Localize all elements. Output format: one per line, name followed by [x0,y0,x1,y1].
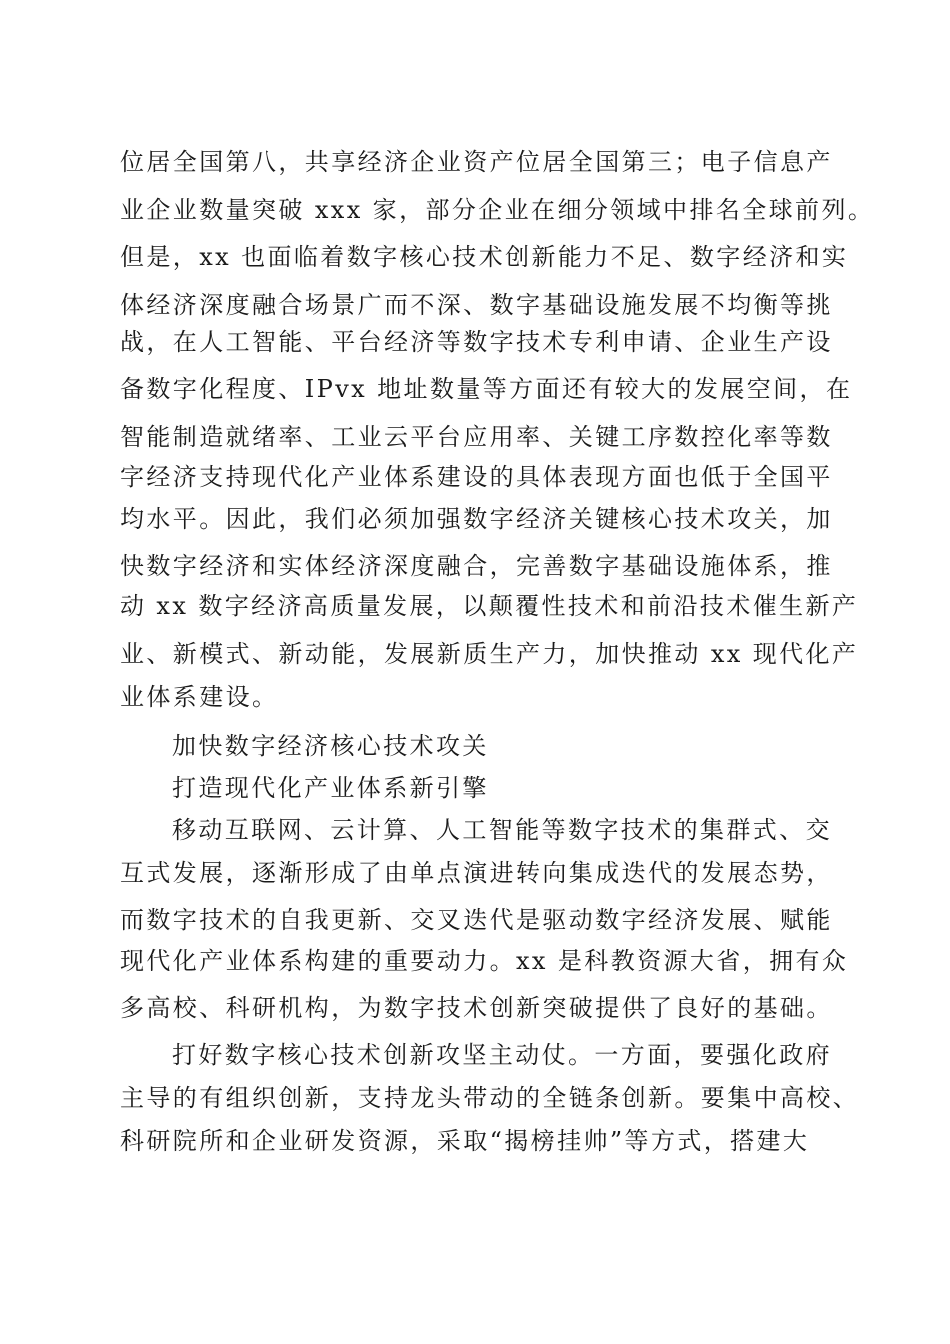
body-text-line: 智能制造就绪率、工业云平台应用率、关键工序数控化率等数 [120,423,833,451]
body-text-line: 备数字化程度、IPvx 地址数量等方面还有较大的发展空间，在 [120,375,853,403]
section-heading-line-2: 打造现代化产业体系新引擎 [172,774,489,802]
body-text-line: 但是，xx 也面临着数字核心技术创新能力不足、数字经济和实 [120,243,849,271]
body-text-line: 移动互联网、云计算、人工智能等数字技术的集群式、交 [172,816,832,844]
body-text-line: 现代化产业体系构建的重要动力。xx 是科教资源大省，拥有众 [120,947,849,975]
body-text-line: 打好数字核心技术创新攻坚主动仗。一方面，要强化政府 [172,1041,832,1069]
section-heading-line-1: 加快数字经济核心技术攻关 [172,732,489,760]
body-text-line: 主导的有组织创新，支持龙头带动的全链条创新。要集中高校、 [120,1084,860,1112]
body-text-line: 科研院所和企业研发资源，采取“揭榜挂帅”等方式，搭建大 [120,1127,810,1155]
body-text-line: 位居全国第八，共享经济企业资产位居全国第三；电子信息产 [120,148,833,176]
body-text-line: 均水平。因此，我们必须加强数字经济关键核心技术攻关，加 [120,505,833,533]
body-text-line: 而数字技术的自我更新、交叉迭代是驱动数字经济发展、赋能 [120,906,833,934]
body-text-line: 战，在人工智能、平台经济等数字技术专利申请、企业生产设 [120,328,833,356]
body-text-line: 业、新模式、新动能，发展新质生产力，加快推动 xx 现代化产 [120,640,859,668]
body-text-line: 业体系建设。 [120,683,279,711]
body-text-line: 业企业数量突破 xxx 家，部分企业在细分领域中排名全球前列。 [120,196,875,224]
body-text-line: 互式发展，逐渐形成了由单点演进转向集成迭代的发展态势， [120,859,833,887]
body-text-line: 体经济深度融合场景广而不深、数字基础设施发展不均衡等挑 [120,291,833,319]
body-text-line: 字经济支持现代化产业体系建设的具体表现方面也低于全国平 [120,463,833,491]
body-text-line: 快数字经济和实体经济深度融合，完善数字基础设施体系，推 [120,552,833,580]
body-text-line: 动 xx 数字经济高质量发展，以颠覆性技术和前沿技术催生新产 [120,592,859,620]
body-text-line: 多高校、科研机构，为数字技术创新突破提供了良好的基础。 [120,994,833,1022]
